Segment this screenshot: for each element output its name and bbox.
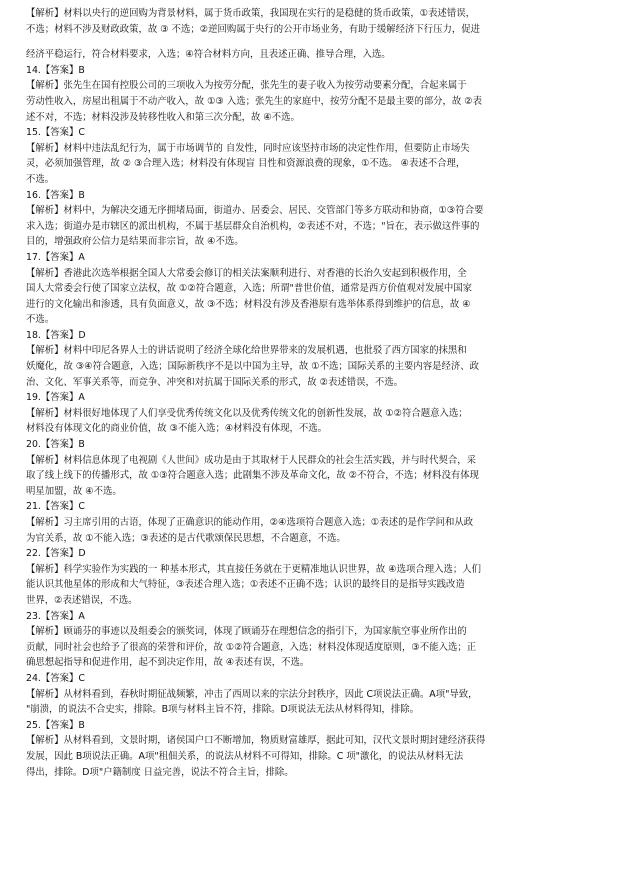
text-line: 妖魔化，故 ③④符合题意，入选；国际新秩序不是以中国为主导，故 ①不选；国际关系的主要内容是经济、政 — [26, 361, 480, 373]
text-line: 经济平稳运行，符合材料要求，入选；④符合材料方向，且表述正确、推导合理，入选。 — [26, 49, 391, 61]
text-line: 劳动性收入，房屋出租属于不动产收入，故 ①③ 入选；张先生的家庭中，按劳分配不是最主要的部分，故 ②表 — [26, 95, 483, 107]
answer-line: 24.【答案】C — [26, 672, 85, 684]
text-line: 世界，②表述错误，不选。 — [26, 594, 138, 606]
text-line: 取了线上线下的传播形式，故 ①③符合题意入选；此剧集不涉及革命文化，故 ②不符合，不选；材料没有体现 — [26, 470, 480, 482]
text-line: 【解析】香港此次选举根据全国人大常委会修订的相关法案顺利进行、对香港的长治久安起到积极作用，全 — [26, 267, 467, 279]
answer-line: 15.【答案】C — [26, 127, 85, 139]
text-line: 【解析】科学实验作为实践的一 种基本形式，其直接任务就在于更精准地认识世界，故 ④选项合理入选；人们 — [26, 563, 481, 575]
text-line: 明星加盟，故 ④不选。 — [26, 485, 122, 497]
text-line: 不选。 — [26, 314, 55, 326]
text-line: "崩溃，的说法不合史实，排除。B项与材料主旨不符，排除。D项说法无法从材料得知，排除。 — [26, 704, 419, 716]
answer-line: 19.【答案】A — [26, 392, 85, 404]
text-line: 【解析】材料以央行的逆回购为背景材料，属于货币政策，我国现在实行的是稳健的货币政策，①表述错误， — [26, 8, 476, 19]
text-line: 【解析】习主席引用的古语，体现了正确意识的能动作用，②④选项符合题意入选；①表述的是作学问和从政 — [26, 517, 474, 528]
answer-line: 25.【答案】B — [26, 719, 85, 731]
text-line: 述不对，不选；材料没涉及转移性收入和第三次分配，故 ④不选。 — [26, 111, 300, 123]
answer-line: 23.【答案】A — [26, 610, 85, 622]
text-line: 【解析】材料中违法乱纪行为，属于市场调节的 自发性，同时应该坚持市场的决定性作用，但要防止市场失 — [26, 142, 470, 154]
text-line: 【解析】材料中，为解决交通无序拥堵局面，街道办、居委会、居民、交管部门等多方联动和协商，①③符合要 — [26, 205, 484, 217]
answer-line: 20.【答案】B — [26, 439, 85, 451]
answer-line: 17.【答案】A — [26, 251, 85, 263]
blank-line — [26, 37, 602, 47]
answer-line: 22.【答案】D — [26, 548, 86, 560]
text-line: 【解析】材料中印尼各界人士的讲话说明了经济全球化给世界带来的发展机遇，也批驳了西方国家的抹黑和 — [26, 345, 467, 357]
text-line: 贡献，同时社会也给予了很高的荣誉和评价，故 ①②符合题意，入选；材料没体现适度原则，③不能入选；正 — [26, 641, 477, 653]
text-line: 发展，因此 B项说法正确。A项"租佃关系，的说法从材料不可得知，排除。C 项"激化，的说法从材料无法 — [26, 750, 464, 762]
text-line: 灵，必须加强管理，故 ② ③合理入选；材料没有体现盲 目性和资源浪费的现象，①不选。 ④表述不合理， — [26, 158, 466, 170]
text-line: 进行的文化输出和渗透，具有负面意义，故 ③不选；材料没有涉及香港原有选举体系得到维护的信息，故 ④ — [26, 298, 471, 310]
text-line: 不选。 — [26, 173, 55, 185]
text-line: 【解析】材料信息体现了电视剧《人世间》成功是由于其取材于人民群众的社会生活实践，并与时代契合，采 — [26, 454, 477, 466]
text-line: 【解析】张先生在国有控股公司的三项收入为按劳分配，张先生的妻子收入为按劳动要素分配，合起来属于 — [26, 80, 467, 92]
text-line: 【解析】从材料看到，文景时期，诸侯国户口不断增加，物质财富雄厚，据此可知，汉代文景时期封建经济获得 — [26, 735, 486, 747]
answer-line: 21.【答案】C — [26, 501, 85, 513]
document-page — [26, 6, 602, 780]
text-line: 为官关系，故 ①不能入选；③表述的是古代歌颂保民思想，不合题意，不选。 — [26, 532, 346, 544]
text-line: 能认识其他星体的形成和大气特征，③表述合理入选；①表述不正确不选；认识的最终目的是指导实践改造 — [26, 579, 465, 591]
text-line: 国人大常委会行使了国家立法权，故 ①②符合题意，入选；所谓"普世价值，通常是西方价值观对发展中国家 — [26, 283, 472, 295]
text-line: 材料没有体现文化的商业价值，故 ③不能入选；④材料没有体现，不选。 — [26, 423, 328, 435]
text-line: 得出，排除。D项"户籍制度 日益完善，说法不符合主旨，排除。 — [26, 766, 294, 778]
answer-line: 14.【答案】B — [26, 64, 85, 76]
text-line: 不选；材料不涉及财政政策，故 ③ 不选；②逆回购属于央行的公开市场业务，有助于缓解经济下行压力，促进 — [26, 23, 481, 35]
text-line: 目的，增强政府公信力是结果而非宗旨，故 ④不选。 — [26, 236, 244, 248]
text-line: 【解析】顾诵芬的事迹以及组委会的颁奖词，体现了顾诵芬在理想信念的指引下，为国家航空事业所作出的 — [26, 626, 467, 638]
answer-line: 18.【答案】D — [26, 329, 86, 341]
answer-line: 16.【答案】B — [26, 189, 85, 201]
text-line: 求入选；街道办是市辖区的派出机构，不属于基层群众自治机构，②表述不对，不选；"旨在，表示做这件事的 — [26, 220, 480, 232]
text-line: 治、文化、军事关系等，而竞争、冲突和对抗属于国际关系的形式，故 ②表述错误，不选。 — [26, 376, 404, 388]
text-line: 确思想起指导和促进作用，起不到决定作用，故 ④表述有误，不选。 — [26, 657, 310, 669]
text-line: 【解析】材料很好地体现了人们享受优秀传统文化以及优秀传统文化的创新性发展，故 ①②符合题意入选； — [26, 407, 468, 419]
text-line: 【解析】从材料看到，春秋时期征战频繁，冲击了西周以来的宗法分封秩序，因此 C项说法正确。A项"导致， — [26, 688, 478, 700]
